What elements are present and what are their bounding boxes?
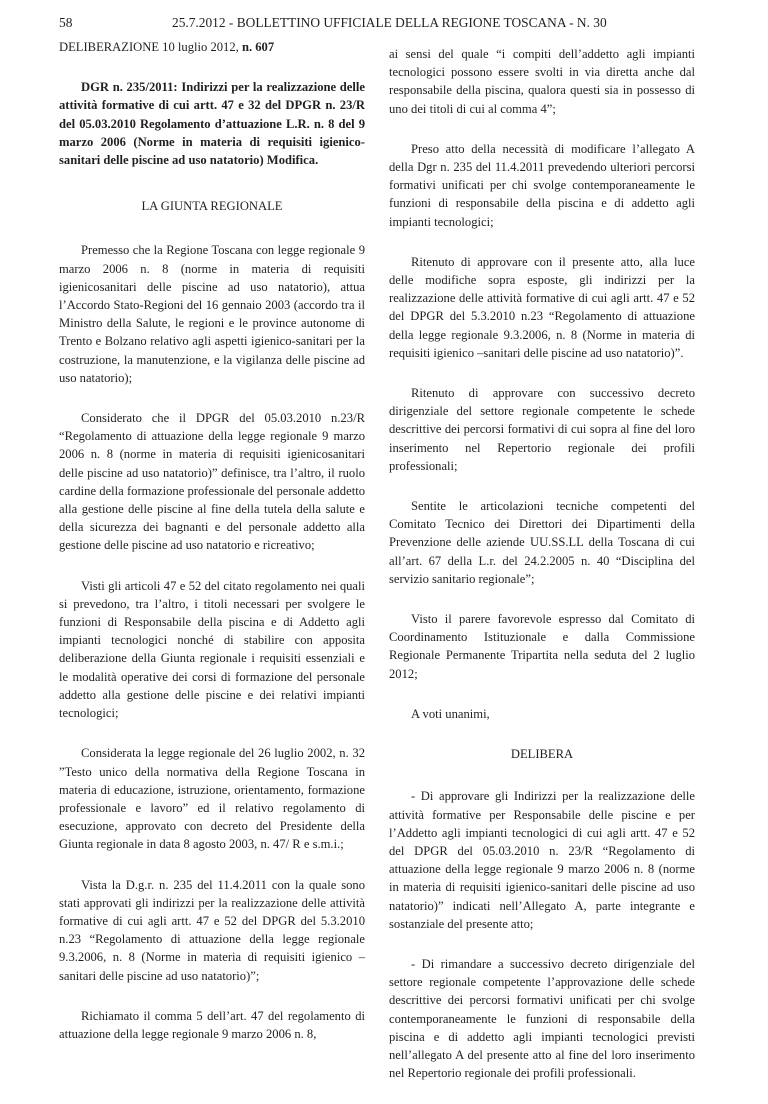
delibera-heading: DELIBERA	[510, 747, 574, 762]
paragraph-preso-atto: Preso atto della necessità di modificare l’allegato A della Dgr n. 235 del 11.4.2011 prevedendo ulteriori percorsi formativi unificati per chi svolge contemporaneamente le funzioni di responsabile della piscina e di addetto agli impianti tecnologici;	[389, 141, 695, 229]
paragraph-ritenuto-2: Ritenuto di approvare con successivo decreto dirigenziale del settore regionale competente le schede descrittive dei percorsi formativi di cui sopra al fine del loro inserimento nel Repertorio regionale dei profili professionali;	[389, 386, 695, 473]
paragraph-premesso: Premesso che la Regione Toscana con legge regionale 9 marzo 2006 n. 8 (norme in materia di requisiti igienicosanitari delle piscine ad uso natatorio), attua l’Accordo Stato-Regioni del 16 gennaio 2003 (accordo tra il Ministro della Salute, le regioni e le province autonome di Trento e Bolzano relativo agli aspetti igienico-sanitari per la costruzione, la manutenzione, e la vigilanza delle piscine ad uso natatorio);	[59, 243, 365, 385]
paragraph-rimandare: - Di rimandare a successivo decreto dirigenziale del settore regionale competente l’approvazione delle schede descrittive dei percorsi formativi unificati per chi svolge contemporaneamente le funzioni di responsabile della piscina e di addetto agli impianti tecnologici previsti nell’allegato A del presente atto al fine del loro inserimento nel Repertorio regionale dei profili professionali.	[389, 956, 695, 1081]
paragraph-sentite: Sentite le articolazioni tecniche competenti del Comitato Tecnico dei Direttori dei Dipartimenti della Prevenzione delle aziende UU.SS.LL della Toscana di cui all’art. 67 della L.r. del 24.2.2005 n. 40 “Disciplina del servizio sanitario regionale”;	[389, 499, 695, 586]
giunta-heading: LA GIUNTA REGIONALE	[141, 199, 283, 214]
paragraph-vista: Vista la D.g.r. n. 235 del 11.4.2011 con la quale sono stati approvati gli indirizzi per la realizzazione delle attività formative di cui agli artt. 47 e 52 del DPGR del 5.3.2010 n.23 “Regolamento di attuazione della legge regionale 9.3.2006, n. 8 (Norme in materia di requisiti igienico –sanitari delle piscine ad uso natatorio)”;	[59, 877, 365, 983]
paragraph-considerato: Considerato che il DPGR del 05.03.2010 n.23/R “Regolamento di attuazione della legge regionale 9 marzo 2006 n. 8 (norme in materia di requisiti igienicosanitari delle piscine ad uso natatorio)” definisce, tra l’altro, il ruolo cardine della formazione professionale del personale addetto alla gestione delle piscine al fine della tutela della salute e della sicurezza dei bagnanti e del personale addetto alla gestione delle piscine ad uso natatorio e ricreativo;	[59, 411, 365, 553]
right-column	[389, 45, 695, 1104]
running-title: 25.7.2012 - BOLLETTINO UFFICIALE DELLA REGIONE TOSCANA - N. 30	[172, 15, 607, 30]
dgr-title: DGR n. 235/2011: Indirizzi per la realizzazione delle attività formative di cui artt. 47 e 32 del DPGR n. 23/R del 05.03.2010 Regolamento d’attuazione L.R. n. 8 del 9 marzo 2006 (Norme in materia di requisiti igienico-sanitari delle piscine ad uso natatorio) Modifica.	[59, 80, 365, 168]
paragraph-ritenuto-1: Ritenuto di approvare con il presente atto, alla luce delle modifiche sopra esposte, gli indirizzi per la realizzazione delle attività formative di cui agli artt. 47 e 52 del DPGR del 5.3.2010 n.23 “Regolamento di attuazione della legge regionale 9.3.2006, n. 8 (Norme in materia di requisiti igienico –sanitari delle piscine ad uso natatorio)”.	[389, 254, 695, 360]
deliberation-heading	[59, 38, 365, 56]
page-header	[59, 14, 713, 32]
paragraph-visti: Visti gli articoli 47 e 52 del citato regolamento nei quali si prevedono, tra l’altro, i titoli necessari per svolgere le funzioni di Responsabile della piscina e di Addetto agli impianti tecnologici nonché di stabilire con apposita deliberazione della Giunta regionale i requisiti essenziali e le modalità operative dei corsi di formazione del personale addetto alla gestione delle piscine e dei relativi impianti tecnologici;	[59, 578, 365, 721]
paragraph-a-voti: A voti unanimi,	[411, 706, 490, 721]
paragraph-continuation: ai sensi del quale “i compiti dell’addetto agli impianti tecnologici possono essere svolti in via diretta anche dal responsabile della piscina, qualora questi sia in possesso di uno dei titoli di cui al comma 4”;	[389, 47, 695, 116]
paragraph-approvare: - Di approvare gli Indirizzi per la realizzazione delle attività formative per Responsabile delle piscine e per l’Addetto agli impianti tecnologici di cui agli artt. 47 e 52 del DPGR del 05.03.2010 n. 23/R “Regolamento di attuazione della legge regionale 9 marzo 2006 n. 8 (norme in materia di requisiti igienico-sanitari delle piscine ad uso natatorio)” indicati nell’Allegato A, parte integrante e sostanziale del presente atto;	[389, 789, 695, 931]
deliberation-date: DELIBERAZIONE 10 luglio 2012,	[59, 40, 242, 54]
paragraph-richiamato: Richiamato il comma 5 dell’art. 47 del regolamento di attuazione della legge regionale 9 marzo 2006 n. 8,	[59, 1008, 365, 1041]
page-number: 58	[59, 15, 73, 30]
paragraph-visto: Visto il parere favorevole espresso dal Comitato di Coordinamento Istituzionale e dalla Commissione Regionale Permanente Tripartita nella seduta del 2 luglio 2012;	[389, 612, 695, 681]
deliberation-number: n. 607	[241, 40, 275, 54]
paragraph-considerata: Considerata la legge regionale del 26 luglio 2002, n. 32 ”Testo unico della normativa della Regione Toscana in materia di educazione, istruzione, orientamento, formazione professionale e lavoro” ed il relativo regolamento di esecuzione, approvato con decreto del Presidente della Giunta regionale in data 8 agosto 2003, n. 47/ R e s.m.i.;	[59, 746, 365, 852]
left-column	[59, 38, 365, 1065]
